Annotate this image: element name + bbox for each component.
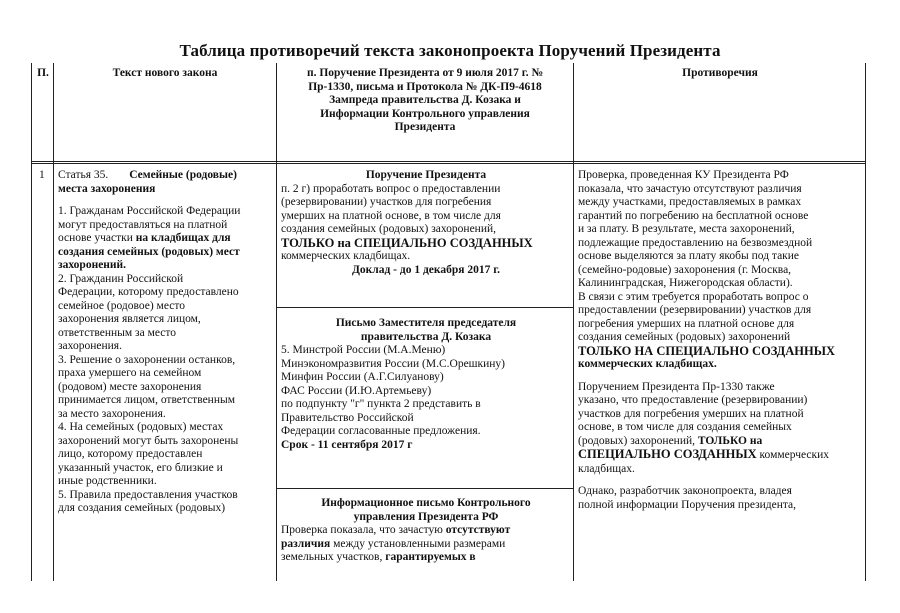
contra-line: основе выделяются за плату якобы под такие [578,250,800,262]
info-emphasis: гарантируемых в [385,551,476,563]
contra-line: Калининградская, Нижегородская области). [578,277,793,289]
section-divider [277,488,573,489]
order-deadline: Доклад - до 1 декабря 2017 г. [352,263,500,276]
order-line: п. 2 г) проработать вопрос о предоставлении [281,182,501,195]
law-line: 1. Гражданам Российской Федерации [58,205,241,217]
law-emphasis: создания семейных (родовых) мест [58,245,240,258]
contra-line [578,435,864,449]
contra-emphasis: ТОЛЬКО НА СПЕЦИАЛЬНО СОЗДАННЫХ [578,343,835,358]
law-text-cell [58,169,274,516]
info-emphasis: различия [281,537,331,550]
contra-line: (семейно-родовые) захоронения (г. Москва, [578,263,792,276]
contra-text: (родовых) захоронений, [578,434,696,447]
contra-line: предоставлении (резервировании) участков для [578,304,812,316]
law-line: 5. Правила предоставления участков [58,488,238,501]
row-number: 1 [39,169,45,181]
law-line: лицо, которому предоставлен [58,448,203,460]
law-line: 3. Решение о захоронении останков, [58,353,236,366]
law-line: (родовом) месте захоронения [58,380,202,393]
letter-line: 5. Минстрой России (М.А.Меню) [281,344,446,356]
law-emphasis: захоронений. [58,259,127,271]
header-law-text: Текст нового закона [112,67,218,79]
column-divider [573,63,574,581]
info-line [281,524,571,538]
info-text: между установленными размерами [333,537,506,550]
law-line: иные родственники. [58,475,157,487]
contra-line: и за плату. В результате, места захоронений, [578,223,795,235]
contra-line: Однако, разработчик законопроекта, владея [578,485,792,497]
contra-line: Проверка, проведенная КУ Президента РФ [578,169,789,181]
contra-line: между участками, предоставляемых в рамках [578,196,802,208]
law-line: Федерации, которому предоставлено [58,286,239,298]
info-line [281,551,571,565]
header-number: П. [37,67,49,79]
contra-line: основе, в том числе для создания семейных [578,421,792,433]
letter-title: правительства Д. Козака [360,330,492,343]
article-title: Семейные (родовые) [129,169,237,181]
contra-line: Поручением Президента Пр-1330 также [578,380,775,393]
contra-line: В связи с этим требуется проработать вопрос о [578,290,809,303]
info-title: управления Президента РФ [353,510,499,523]
law-line: семейное (родовое) место [58,299,185,312]
header-line: Зампреда правительства Д. Козака и [329,94,521,106]
header-divider [32,161,865,162]
law-line: за место захоронения. [58,407,166,420]
contra-emphasis: коммерческих кладбищах. [578,358,717,370]
header-line: Президента [394,121,456,133]
header-contradictions: Противоречия [682,67,758,79]
document-title: Таблица противоречий текста законопроекта Поручений Президента [179,41,721,60]
header-line: Пр-1330, письма и Протокола № ДК-П9-4618 [308,80,542,93]
contra-line: погребения умерших на платной основе для [578,317,795,330]
letter-title: Письмо Заместителя председателя [335,317,517,329]
law-line: захоронений могут быть захоронены [58,434,239,447]
law-text: основе участки [58,232,133,244]
info-line [281,538,571,552]
letter-line: ФАС России (И.Ю.Артемьеву) [281,384,432,397]
law-line: 4. На семейных (родовых) местах [58,421,224,433]
contra-line: кладбищах. [578,462,635,475]
law-emphasis: на кладбищах для [135,232,231,244]
column-divider [276,63,277,581]
info-text: земельных участков, [281,551,383,563]
law-line: 2. Гражданин Российской [58,272,184,285]
header-line: п. Поручение Президента от 9 июля 2017 г. № [306,67,544,79]
contra-line: показала, что зачастую отсутствуют различия [578,182,802,195]
column-divider [53,63,54,581]
presidential-order-cell [281,169,571,277]
contra-line: гарантий по погребению на бесплатной основе [578,209,809,222]
contra-text: коммерческих [759,449,829,461]
info-title: Информационное письмо Контрольного [321,497,531,509]
law-line: праха умершего на семейном [58,367,202,379]
info-text: Проверка показала, что зачастую [281,524,443,536]
letter-line: по подпункту "г" пункта 2 представить в [281,398,481,410]
law-line: ответственным за место [58,326,176,339]
letter-line: Минэкономразвития России (М.С.Орешкину) [281,357,506,370]
law-line: захоронения. [58,340,122,352]
order-emphasis: ТОЛЬКО на СПЕЦИАЛЬНО СОЗДАННЫХ [281,235,533,250]
kozak-letter-cell [281,317,571,452]
law-line: для создания семейных (родовых) [58,502,226,514]
contra-line: указано, что предоставление (резервировании) [578,394,808,406]
law-line: принимается лицом, ответственным [58,394,235,406]
article-title: места захоронения [58,182,156,195]
letter-line: Минфин России (А.Г.Силуанову) [281,371,444,383]
article-heading [58,169,274,183]
contradictions-table [31,63,866,581]
order-line: коммерческих кладбищах. [281,250,411,262]
law-line [58,232,274,246]
header-divider [32,163,865,164]
section-divider [277,307,573,308]
control-dept-letter-cell [281,497,571,565]
law-line: могут предоставляться на платной [58,218,228,231]
contradictions-cell [578,169,864,512]
header-orders [278,67,572,135]
contra-line: полной информации Поручения президента, [578,498,797,511]
order-title: Поручение Президента [365,169,487,181]
contra-emphasis: СПЕЦИАЛЬНО СОЗДАННЫХ [578,447,757,461]
contra-emphasis: ТОЛЬКО на [697,434,763,447]
law-line: указанный участок, его близкие и [58,461,223,474]
letter-line: Правительство Российской [281,411,414,424]
law-line: захоронения является лицом, [58,313,201,325]
contra-line [578,448,864,463]
info-emphasis: отсутствуют [445,524,511,536]
letter-line: Федерации согласованные предложения. [281,425,481,437]
order-line: умерших на платной основе, в том числе для [281,209,501,222]
letter-deadline: Срок - 11 сентября 2017 г [281,438,413,451]
contra-line: создания семейных (родовых) захоронений [578,331,791,343]
article-number: Статья 35. [58,169,109,181]
contra-line: подлежащие предоставлению на безвозмездной [578,236,813,249]
contra-line: участков для погребения умерших на платной [578,407,804,420]
order-line: (резервировании) участков для погребения [281,196,492,208]
order-line: создания семейных (родовых) захоронений, [281,223,497,235]
header-line: Информации Контрольного управления [320,107,530,120]
